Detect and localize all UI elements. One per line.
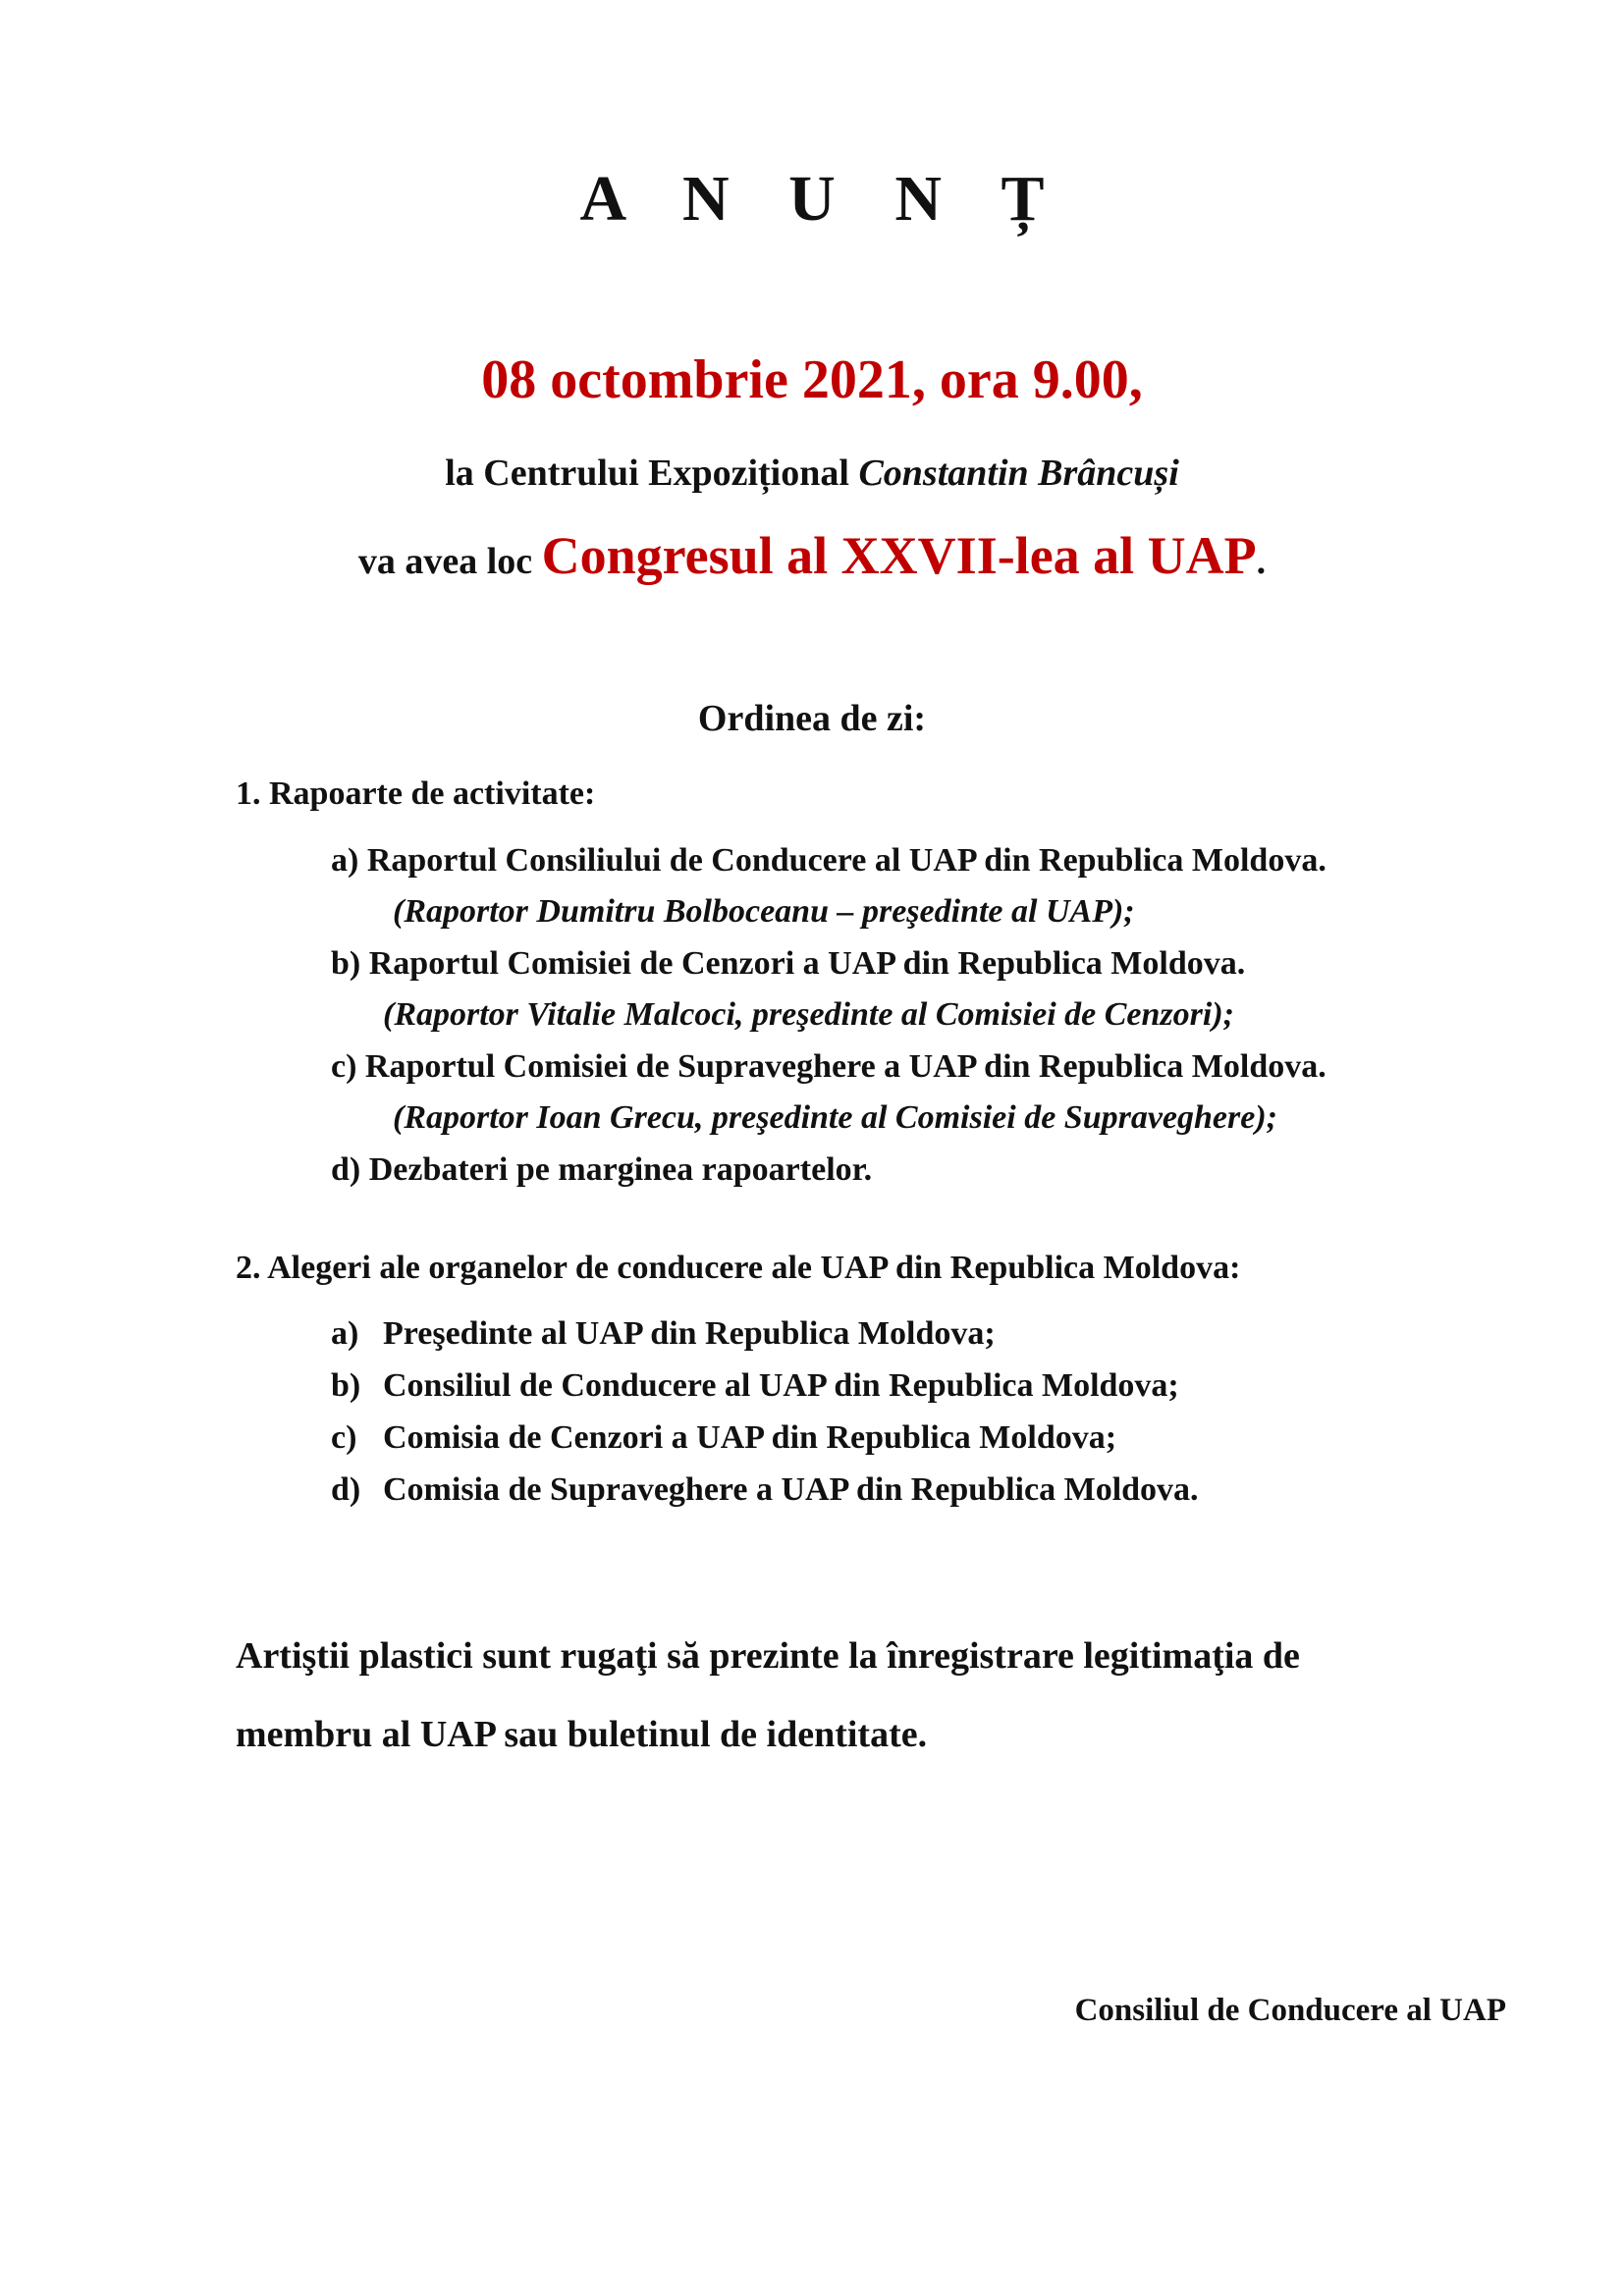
agenda-note-1b: (Raportor Vitalie Malcoci, preşedinte al Comisiei de Cenzori); [383,996,1234,1033]
item-text: Consiliul de Conducere al UAP din Republica Moldova; [383,1367,1179,1404]
item-letter: b) [331,1367,361,1404]
agenda-item-2a [331,1315,996,1353]
congress-intro: va avea loc [357,541,542,582]
event-venue [0,452,1624,495]
congress-period: . [1256,541,1267,582]
agenda-title: Ordinea de zi: [697,698,927,739]
agenda-note-1c: (Raportor Ioan Grecu, preşedinte al Comisiei de Supraveghere); [393,1099,1277,1136]
agenda-item-1d: d) Dezbateri pe marginea rapoartelor. [331,1151,873,1188]
event-date: 08 octombrie 2021, ora 9.00, [481,349,1143,410]
venue-prefix: la Centrului Expozițional [445,453,859,494]
appeal-line-2: membru al UAP sau buletinul de identitate. [236,1714,928,1755]
event-congress [0,525,1624,586]
item-text: Comisia de Cenzori a UAP din Republica Moldova; [383,1419,1117,1456]
section-2-title: 2. Alegeri ale organelor de conducere ale UAP din Republica Moldova: [236,1250,1241,1286]
item-letter: d) [331,1471,361,1508]
item-text: Comisia de Supraveghere a UAP din Republica Moldova. [383,1471,1199,1508]
agenda-item-1a: a) Raportul Consiliului de Conducere al UAP din Republica Moldova. [331,842,1326,879]
venue-name: Constantin Brâncuși [858,453,1179,494]
item-letter: c) [331,1419,357,1456]
agenda-item-2c [331,1419,1116,1457]
agenda-item-2d [331,1471,1199,1509]
congress-name: Congresul al XXVII-lea al UAP [541,526,1257,585]
signature: Consiliul de Conducere al UAP [1074,1993,1506,2028]
section-1-title: 1. Rapoarte de activitate: [236,775,596,812]
appeal-line-1: Artiştii plastici sunt rugaţi să prezinte la înregistrare legitimaţia de [236,1635,1300,1677]
agenda-item-2b [331,1367,1179,1405]
agenda-note-1a: (Raportor Dumitru Bolboceanu – preşedinte al UAP); [393,893,1135,930]
item-letter: a) [331,1315,359,1352]
agenda-item-1b: b) Raportul Comisiei de Cenzori a UAP din Republica Moldova. [331,945,1246,982]
item-text: Preşedinte al UAP din Republica Moldova; [383,1315,996,1352]
agenda-item-1c: c) Raportul Comisiei de Supraveghere a UAP din Republica Moldova. [331,1048,1326,1085]
document-title: A N U N Ț [579,163,1066,235]
